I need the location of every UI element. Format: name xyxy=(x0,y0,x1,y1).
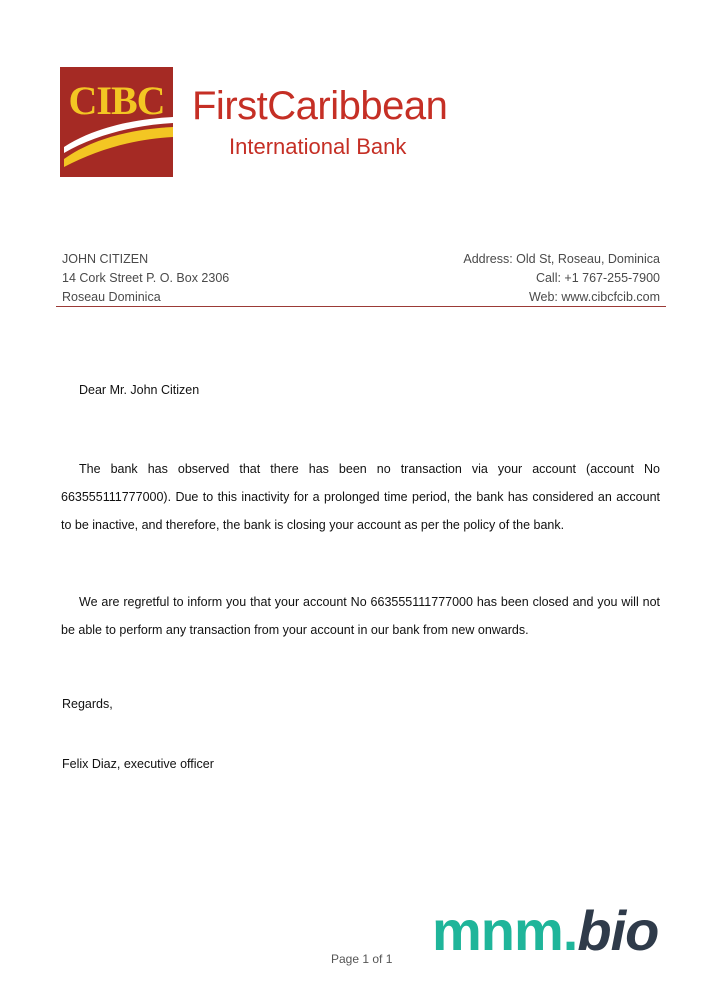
salutation: Dear Mr. John Citizen xyxy=(79,383,200,397)
recipient-city: Roseau Dominica xyxy=(62,290,161,304)
watermark-part-2: bio xyxy=(577,899,659,962)
page-number: Page 1 of 1 xyxy=(331,952,393,966)
bank-contact xyxy=(463,250,660,307)
recipient-address xyxy=(62,250,229,307)
body-paragraph-2: We are regretful to inform you that your account No 663555111777000 has been closed and you will not be able to perform any transaction from your account in our bank from new onwards. xyxy=(61,595,660,637)
brand-subtitle: International Bank xyxy=(229,134,407,159)
bank-website: Web: www.cibcfcib.com xyxy=(528,290,660,304)
bank-phone: Call: +1 767-255-7900 xyxy=(535,271,660,285)
logo-text: CIBC xyxy=(68,78,165,123)
signature-line: Felix Diaz, executive officer xyxy=(62,757,214,771)
header-divider xyxy=(56,306,666,307)
watermark-logo xyxy=(432,898,658,963)
recipient-street: 14 Cork Street P. O. Box 2306 xyxy=(62,271,230,285)
brand-name: FirstCaribbean xyxy=(192,84,448,128)
watermark-part-1: mnm. xyxy=(432,899,578,962)
recipient-name: JOHN CITIZEN xyxy=(62,252,149,266)
body-paragraph-1: The bank has observed that there has been no transaction via your account (account No 663555111777000). Due to this inactivity for a prolonged time period, the bank has considered an account to be inactive, and therefore, the bank is closing your account as per the policy of the bank. xyxy=(61,462,660,532)
bank-address: Address: Old St, Roseau, Dominica xyxy=(463,252,660,266)
cibc-logo xyxy=(60,67,173,177)
closing-regards: Regards, xyxy=(62,697,113,711)
